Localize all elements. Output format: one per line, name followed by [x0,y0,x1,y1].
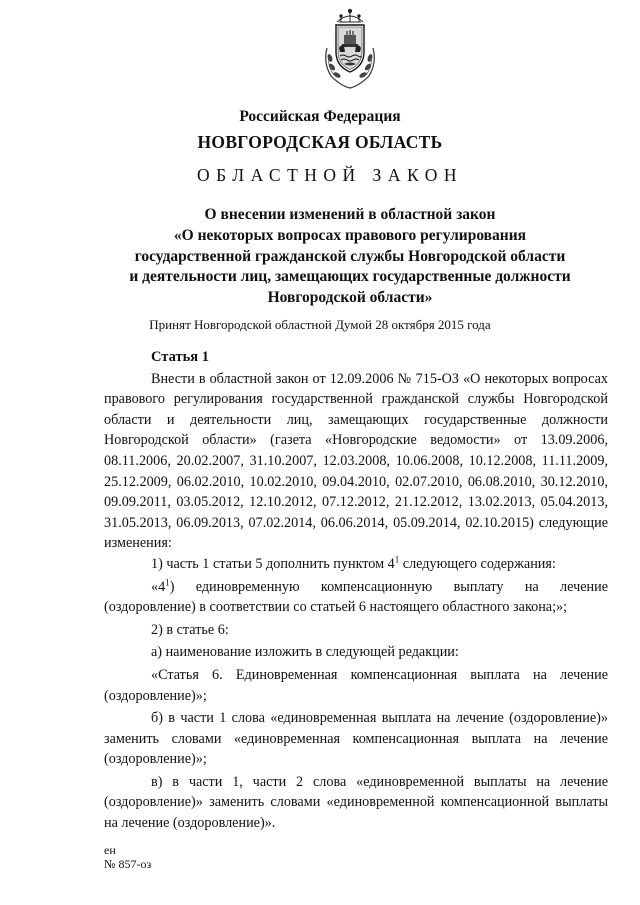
item-2b-paragraph: б) в части 1 слова «единовременная выплата на лечение (оздоровление)» заменить словами «единовременная компенсационная выплата на лечение (оздоровление)»; [104,710,608,768]
item-2-paragraph: 2) в статье 6: [151,621,229,638]
coat-of-arms-emblem [323,8,377,90]
federation-heading: Российская Федерация [239,108,401,125]
region-heading: НОВГОРОДСКАЯ ОБЛАСТЬ [197,132,443,152]
law-title-line: и деятельности лиц, замещающих государственные должности [129,268,571,286]
footer-number: № 857-оз [104,857,152,871]
law-title [100,205,600,309]
law-title-line: «О некоторых вопросах правового регулирования [173,226,527,244]
item-2a-paragraph: а) наименование изложить в следующей редакции: [151,644,459,661]
item-1-paragraph [104,554,608,575]
article-intro-paragraph: Внести в областной закон от 12.09.2006 № 715-ОЗ «О некоторых вопросах правового регулирования государственной гражданской службы Новгородской области и деятельности лиц, замещающих государственные должности Новгородской области» (газета «Новгородские ведомости» от 13.09.2006, 08.11.2006, 20.02.2007, 31.10.2007, 12.03.2008, 10.06.2008, 10.12.2008, 11.11.2009, 25.12.2009, 06.02.2010, 10.02.2010, 09.04.2010, 02.07.2010, 06.08.2010, 30.12.2010, 09.09.2011, 03.05.2012, 12.10.2012, 07.12.2012, 21.12.2012, 13.02.2013, 05.04.2013, 31.05.2013, 06.09.2013, 07.02.2014, 06.06.2014, 05.09.2014, 02.10.2015) следующие изменения: [104,370,608,552]
item-1-text: 1) часть 1 статьи 5 дополнить пунктом 4 [151,555,395,572]
adoption-note: Принят Новгородской областной Думой 28 октября 2015 года [149,317,491,332]
document-type-heading: ОБЛАСТНОЙ ЗАКОН [197,165,463,185]
item-1-quote-superscript: 1 [165,576,170,587]
item-1-text-end: следующего содержания: [399,555,556,572]
law-title-line: Новгородской области» [267,289,433,307]
item-1-quote-start: «4 [151,578,166,595]
document-footer [104,843,151,871]
article-body [104,347,608,836]
footer-initials: ен [104,843,116,857]
item-1-quote-text: ) единовременную компенсационную выплату на лечение (оздоровление) в соответствии со статьей 6 настоящего областного закона;»; [104,578,608,616]
law-title-line: государственной гражданской службы Новгородской области [134,247,566,265]
article-title: Статья 1 [151,349,209,365]
item-2v-paragraph: в) в части 1, части 2 слова «единовременной выплаты на лечение (оздоровление)» заменить словами «единовременной компенсационной выплаты на лечение (оздоровление)». [104,773,608,832]
item-1-superscript: 1 [394,554,400,565]
law-title-line: О внесении изменений в областной закон [204,206,496,223]
item-2a-quote-paragraph: «Статья 6. Единовременная компенсационная выплата на лечение (оздоровление)»; [104,666,608,704]
item-1-quote-paragraph [104,577,608,618]
